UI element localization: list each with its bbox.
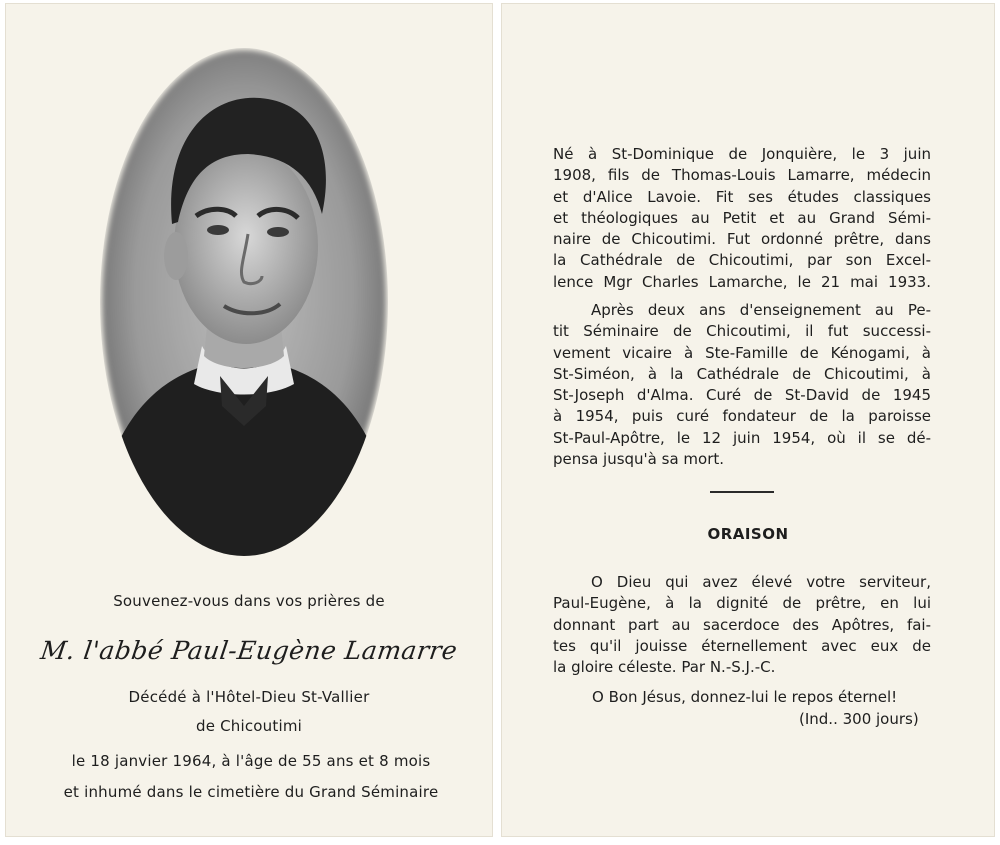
prayer-line: donnant part au sacerdoce des Apôtres, fai-: [553, 615, 931, 634]
section-divider: [710, 491, 774, 493]
prayer-line: Paul-Eugène, à la dignité de prêtre, en lui: [553, 594, 931, 613]
biography-paragraph-1: [553, 144, 931, 293]
closing-invocation: O Bon Jésus, donnez-lui le repos éternel!: [592, 688, 898, 706]
indulgence-note: (Ind.. 300 jours): [799, 710, 919, 728]
prayer-text: [553, 572, 931, 678]
prayer-title: ORAISON: [707, 525, 789, 543]
death-date-line: le 18 janvier 1964, à l'âge de 55 ans et 8 mois: [71, 752, 431, 770]
death-place-line: Décédé à l'Hôtel-Dieu St-Vallier: [128, 688, 370, 706]
bio-line: naire de Chicoutimi. Fut ordonné prêtre, dans: [553, 230, 931, 249]
portrait-photo: [98, 46, 390, 558]
remember-prayer-line: Souvenez-vous dans vos prières de: [113, 592, 385, 610]
bio-line: Après deux ans d'enseignement au Pe-: [591, 301, 931, 319]
bio-line: St-Siméon, à la Cathédrale de Chicoutimi, à: [553, 364, 931, 383]
death-city-line: de Chicoutimi: [195, 717, 303, 735]
deceased-name: M. l'abbé Paul-Eugène Lamarre: [38, 636, 460, 665]
prayer-line: O Dieu qui avez élevé votre serviteur,: [591, 573, 931, 591]
bio-line: St-Joseph d'Alma. Curé de St-David de 1945: [553, 386, 931, 405]
bio-line: tit Séminaire de Chicoutimi, il fut successi-: [553, 322, 931, 341]
bio-line: Né à St-Dominique de Jonquière, le 3 juin: [553, 145, 931, 163]
bio-line: vement vicaire à Ste-Famille de Kénogami, à: [553, 343, 931, 362]
prayer-line: la gloire céleste. Par N.-S.J.-C.: [553, 658, 776, 677]
bio-line: St-Paul-Apôtre, le 12 juin 1954, où il se dé-: [553, 428, 931, 447]
memorial-card-back: [502, 4, 994, 836]
biography-paragraph-2: [553, 300, 931, 470]
bio-line: et d'Alice Lavoie. Fit ses études classiques: [553, 187, 931, 206]
prayer-line: tes qu'il jouisse éternellement avec eux de: [553, 636, 931, 655]
bio-line: lence Mgr Charles Lamarche, le 21 mai 1933.: [553, 272, 931, 291]
priest-portrait-image: [98, 46, 390, 558]
memorial-card-front: [6, 4, 492, 836]
bio-line: la Cathédrale de Chicoutimi, par son Excel-: [553, 251, 931, 270]
bio-line: et théologiques au Petit et au Grand Sémi-: [553, 208, 931, 227]
burial-line: et inhumé dans le cimetière du Grand Séminaire: [63, 783, 439, 801]
bio-line: 1908, fils de Thomas-Louis Lamarre, médecin: [553, 166, 931, 185]
bio-line: pensa jusqu'à sa mort.: [553, 450, 725, 469]
bio-line: à 1954, puis curé fondateur de la paroisse: [553, 407, 931, 426]
